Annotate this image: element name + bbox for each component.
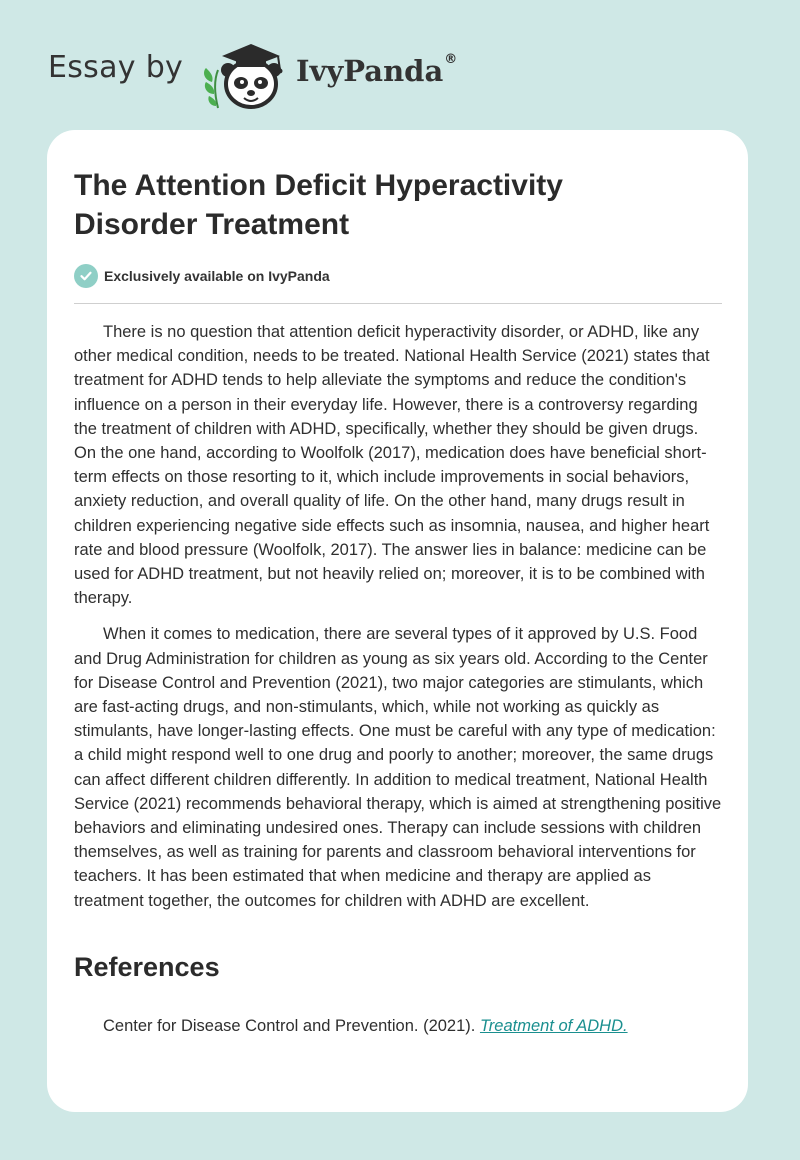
brand-name: IvyPanda	[296, 54, 444, 88]
paragraph-2: When it comes to medication, there are several types of it approved by U.S. Food and Drug Administration for children as young as six years old. According to the Center for Disease Control and Prevention (2021), two major categories are stimulants, which are fast-acting drugs, and non-stimulants, which, while not working as quickly as stimulants, have longer-lasting effects. One must be careful with any type of medication: a child might respond well to one drug and poorly to another; moreover, the same drugs can affect different children differently. In addition to medical treatment, National Health Service (2021) recommends behavioral therapy, which is aimed at strengthening positive behaviors and eliminating undesired ones. Therapy can include sessions with children themselves, as well as training for parents and classroom behavioral interventions for teachers. It has been estimated that when medicine and therapy are applied as treatment together, the outcomes for children with ADHD are excellent.	[74, 625, 722, 910]
site-header	[0, 0, 800, 130]
check-circle-icon	[74, 264, 98, 288]
exclusive-badge	[74, 264, 330, 288]
registered-mark: ®	[444, 52, 458, 67]
essay-body	[74, 320, 722, 925]
exclusive-badge-label: Exclusively available on IvyPanda	[104, 268, 330, 284]
page-title: The Attention Deficit Hyperactivity Disorder Treatment	[74, 169, 563, 241]
reference-link[interactable]: Treatment of ADHD.	[479, 1017, 628, 1035]
references-heading: References	[74, 952, 220, 982]
panda-graduate-icon	[200, 36, 292, 110]
reference-text: Center for Disease Control and Prevention. (2021).	[103, 1017, 480, 1035]
brand-logo-text	[296, 54, 457, 88]
reference-entry	[103, 1014, 628, 1038]
title-divider	[74, 303, 722, 304]
paragraph-1: There is no question that attention deficit hyperactivity disorder, or ADHD, like any other medical condition, needs to be treated. National Health Service (2021) states that treatment for ADHD tends to help alleviate the symptoms and reduce the condition's influence on a person in their everyday life. However, there is a controversy regarding the treatment of children with ADHD, specifically, whether they should be given drugs. On the one hand, according to Woolfolk (2017), medication does have beneficial short-term effects on those resorting to it, which include improvements in social behaviors, anxiety reduction, and overall quality of life. On the other hand, many drugs result in children experiencing negative side effects such as insomnia, nausea, and higher heart rate and blood pressure (Woolfolk, 2017). The answer lies in balance: medicine can be used for ADHD treatment, but not heavily relied on; moreover, it is to be combined with therapy.	[74, 323, 710, 608]
essay-card	[47, 130, 748, 1112]
essay-by-label: Essay by	[48, 50, 184, 85]
